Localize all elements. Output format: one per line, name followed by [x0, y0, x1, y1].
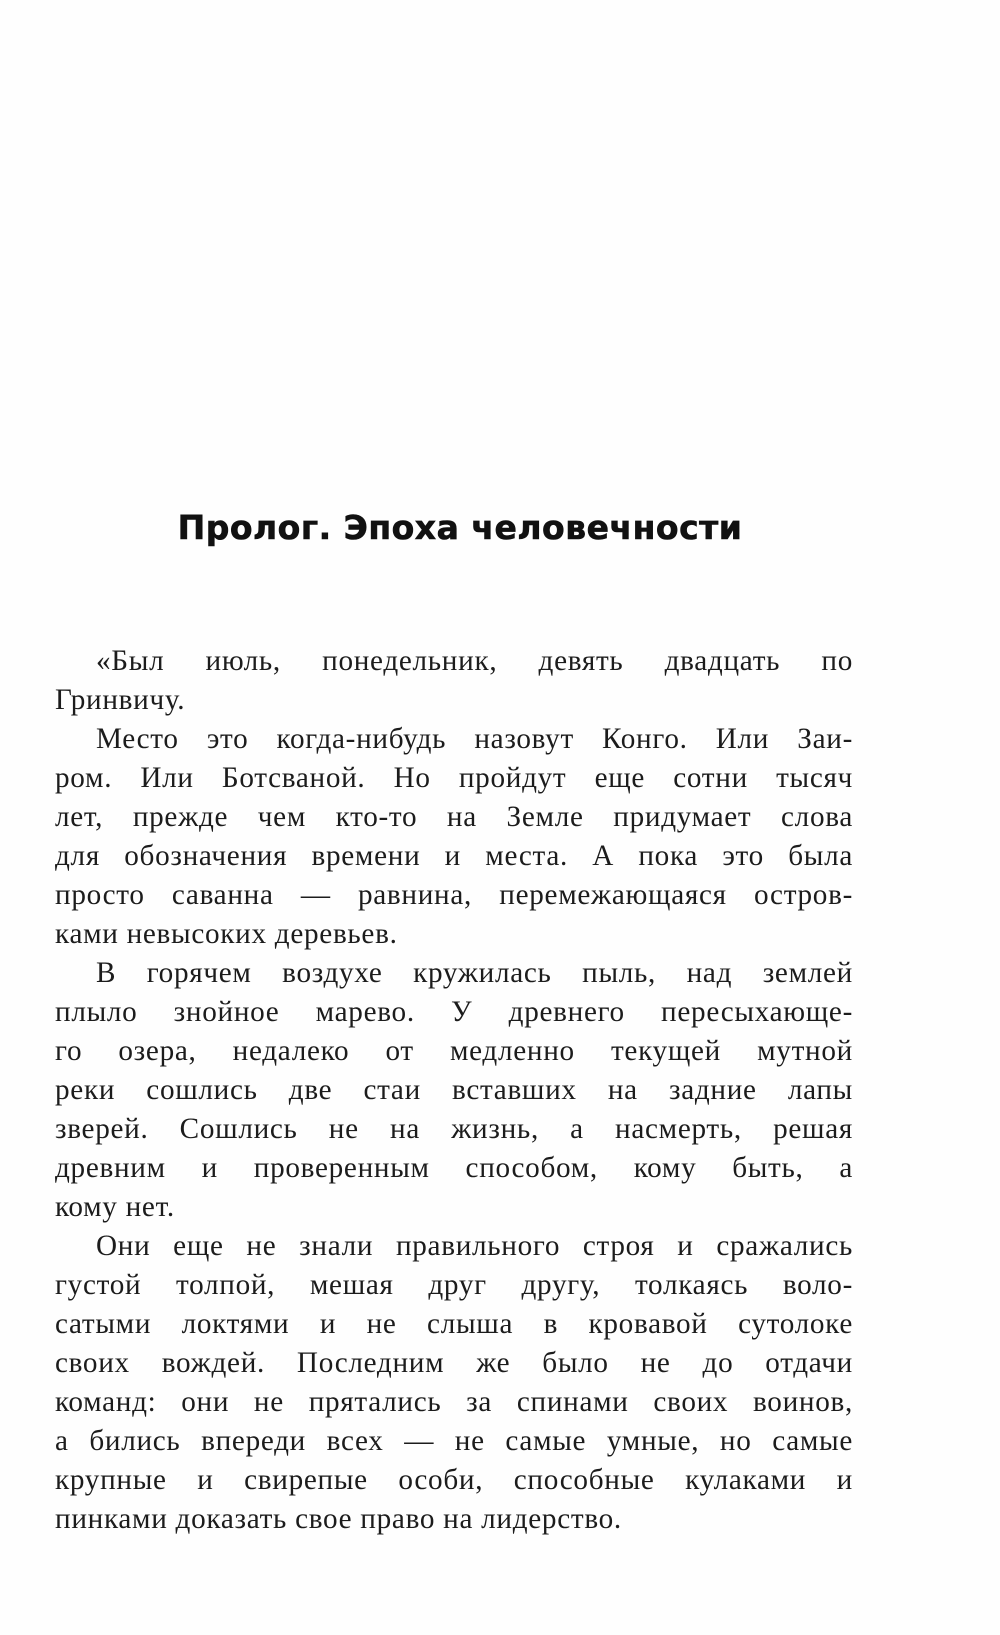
chapter-title: Пролог. Эпоха человечности	[177, 508, 743, 547]
text-line: В горячем воздухе кружилась пыль, над землей	[96, 957, 853, 989]
paragraph	[55, 1227, 853, 1539]
paragraph	[55, 720, 853, 954]
paragraph	[55, 954, 853, 1227]
text-line: Гринвичу.	[55, 684, 186, 716]
text-line: древним и проверенным способом, кому быть, а	[55, 1152, 853, 1184]
text-line: сатыми локтями и не слыша в кровавой сутолоке	[55, 1308, 853, 1340]
text-line: Они еще не знали правильного строя и сражались	[96, 1230, 853, 1262]
text-line: Место это когда-нибудь назовут Конго. Или Заи-	[96, 723, 853, 755]
text-line: ками невысоких деревьев.	[55, 918, 398, 950]
chapter-body	[55, 642, 853, 1539]
text-line: плыло знойное марево. У древнего пересыхающе-	[55, 996, 853, 1028]
text-line: а бились впереди всех — не самые умные, но самые	[55, 1425, 853, 1457]
text-line: кому нет.	[55, 1191, 175, 1223]
text-line: «Был июль, понедельник, девять двадцать по	[96, 645, 853, 677]
text-line: го озера, недалеко от медленно текущей мутной	[55, 1035, 853, 1067]
text-line: лет, прежде чем кто-то на Земле придумает слова	[55, 801, 853, 833]
text-line: своих вождей. Последним же было не до отдачи	[55, 1347, 853, 1379]
text-line: просто саванна — равнина, перемежающаяся остров-	[55, 879, 853, 911]
text-line: для обозначения времени и места. А пока это была	[55, 840, 853, 872]
text-line: густой толпой, мешая друг другу, толкаясь воло-	[55, 1269, 853, 1301]
text-line: пинками доказать свое право на лидерство.	[55, 1503, 622, 1535]
text-line: крупные и свирепые особи, способные кулаками и	[55, 1464, 853, 1496]
text-line: команд: они не прятались за спинами своих воинов,	[55, 1386, 853, 1418]
paragraph	[55, 642, 853, 720]
text-line: реки сошлись две стаи вставших на задние лапы	[55, 1074, 853, 1106]
text-line: ром. Или Ботсваной. Но пройдут еще сотни тысяч	[55, 762, 853, 794]
text-line: зверей. Сошлись не на жизнь, а насмерть, решая	[55, 1113, 853, 1145]
